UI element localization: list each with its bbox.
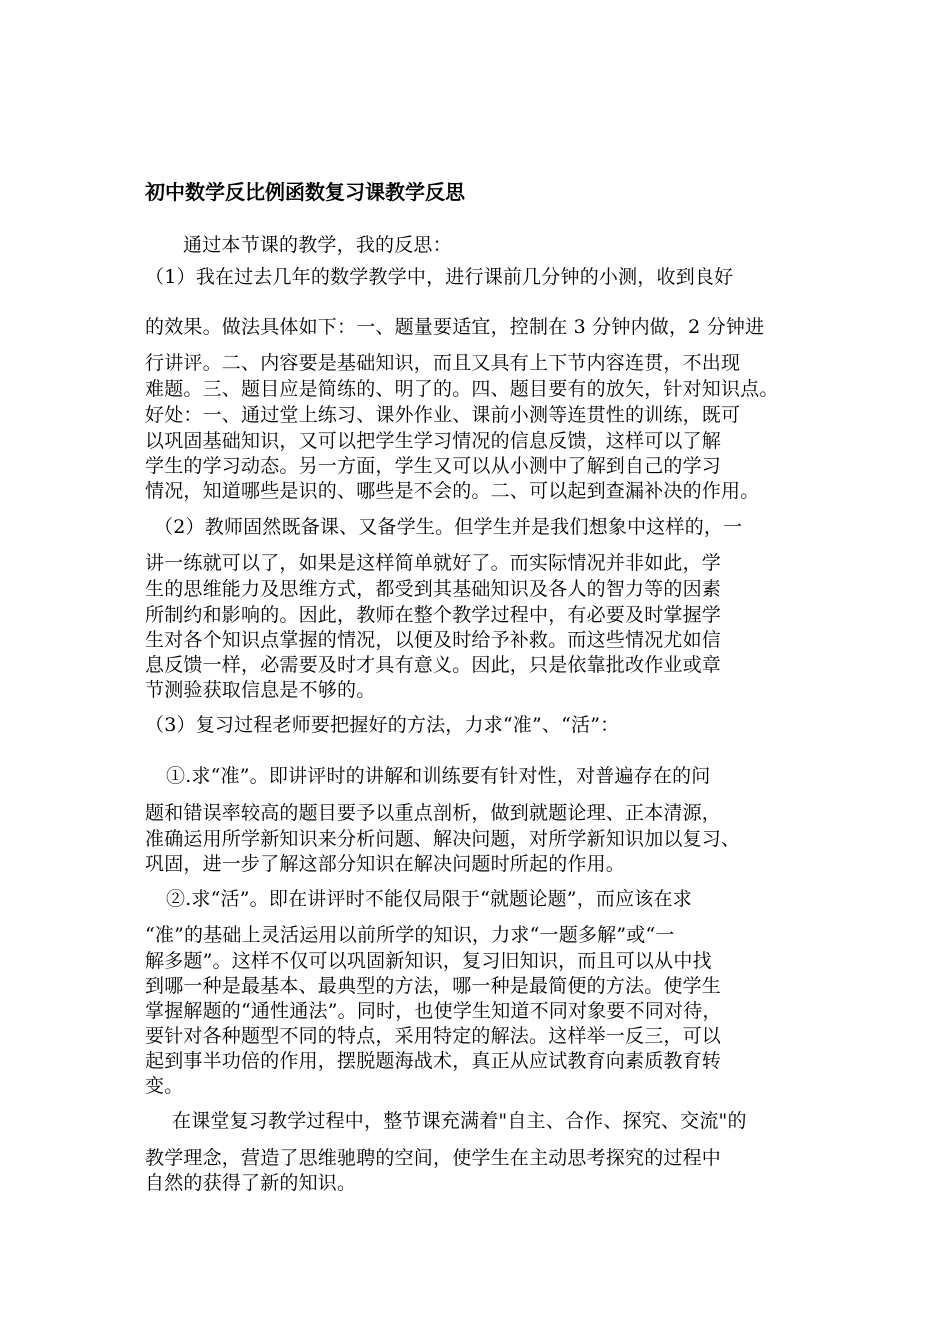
paragraph-line: 生对各个知识点掌握的情况，以便及时给予补救。而这些情况尤如信 [145, 629, 722, 651]
paragraph-line: 难题。三、题目应是简练的、明了的。四、题目要有的放矢，针对知识点。 [145, 378, 779, 400]
paragraph-line: 起到事半功倍的作用，摆脱题海战术，真正从应试教育向素质教育转 [145, 1050, 722, 1072]
paragraph-line: （3）复习过程老师要把握好的方法，力求“准”、“活”： [145, 714, 620, 736]
paragraph-line: 息反馈一样，必需要及时才具有意义。因此，只是依靠批改作业或章 [145, 654, 722, 676]
paragraph-line: 到哪一种是最基本、最典型的方法，哪一种是最简便的方法。使学生 [145, 975, 722, 997]
paragraph-line: 题和错误率较高的题目要予以重点剖析，做到就题论理、正本清源， [145, 802, 722, 824]
paragraph-line: 以巩固基础知识，又可以把学生学习情况的信息反馈，这样可以了解 [145, 430, 722, 452]
paragraph-line: 准确运用所学新知识来分析问题、解决问题，对所学新知识加以复习、 [145, 828, 741, 850]
paragraph-line: 节测验获取信息是不够的。 [145, 679, 376, 701]
paragraph-line: 生的思维能力及思维方式，都受到其基础知识及各人的智力等的因素 [145, 578, 722, 600]
document-title: 初中数学反比例函数复习课教学反思 [145, 180, 465, 204]
paragraph-line: 自然的获得了新的知识。 [145, 1172, 357, 1194]
paragraph-line: 在课堂复习教学过程中，整节课充满着"自主、合作、探究、交流"的 [172, 1110, 747, 1132]
paragraph-line: 学生的学习动态。另一方面，学生又可以从小测中了解到自己的学习 [145, 455, 722, 477]
paragraph-line: 情况，知道哪些是识的、哪些是不会的。二、可以起到查漏补决的作用。 [145, 480, 760, 502]
paragraph-line: 巩固，进一步了解这部分知识在解决问题时所起的作用。 [145, 853, 626, 875]
paragraph-line: 好处：一、通过堂上练习、课外作业、课前小测等连贯性的训练，既可 [145, 404, 741, 426]
paragraph-line: 解多题”。这样不仅可以巩固新知识，复习旧知识，而且可以从中找 [145, 950, 712, 972]
paragraph-line: （2）教师固然既备课、又备学生。但学生并是我们想象中这样的，一 [154, 516, 743, 538]
paragraph-line: ①.求“准”。即讲评时的讲解和训练要有针对性，对普遍存在的问 [166, 765, 711, 787]
paragraph-line: 讲一练就可以了，如果是这样简单就好了。而实际情况并非如此，学 [145, 552, 722, 574]
paragraph-line: 的效果。做法具体如下：一、题量要适宜，控制在 3 分钟内做，2 分钟进 [145, 316, 765, 338]
paragraph-line: “准”的基础上灵活运用以前所学的知识，力求“一题多解”或“一 [145, 924, 675, 946]
paragraph-line: 行讲评。二、内容要是基础知识，而且又具有上下节内容连贯，不出现 [145, 352, 741, 374]
paragraph-line: 要针对各种题型不同的特点，采用特定的解法。这样举一反三，可以 [145, 1025, 722, 1047]
paragraph-line: 掌握解题的“通性通法”。同时，也使学生知道不同对象要不同对待， [145, 1000, 722, 1022]
paragraph-line: ②.求“活”。即在讲评时不能仅局限于“就题论题”，而应该在求 [166, 888, 692, 910]
paragraph-line: （1）我在过去几年的数学教学中，进行课前几分钟的小测，收到良好 [145, 266, 734, 288]
paragraph-line: 所制约和影响的。因此，教师在整个教学过程中，有必要及时掌握学 [145, 604, 722, 626]
paragraph-line: 教学理念，营造了思维驰聘的空间，使学生在主动思考探究的过程中 [145, 1147, 722, 1169]
paragraph-line: 变。 [145, 1075, 184, 1097]
paragraph-line: 通过本节课的教学，我的反思： [183, 234, 452, 256]
